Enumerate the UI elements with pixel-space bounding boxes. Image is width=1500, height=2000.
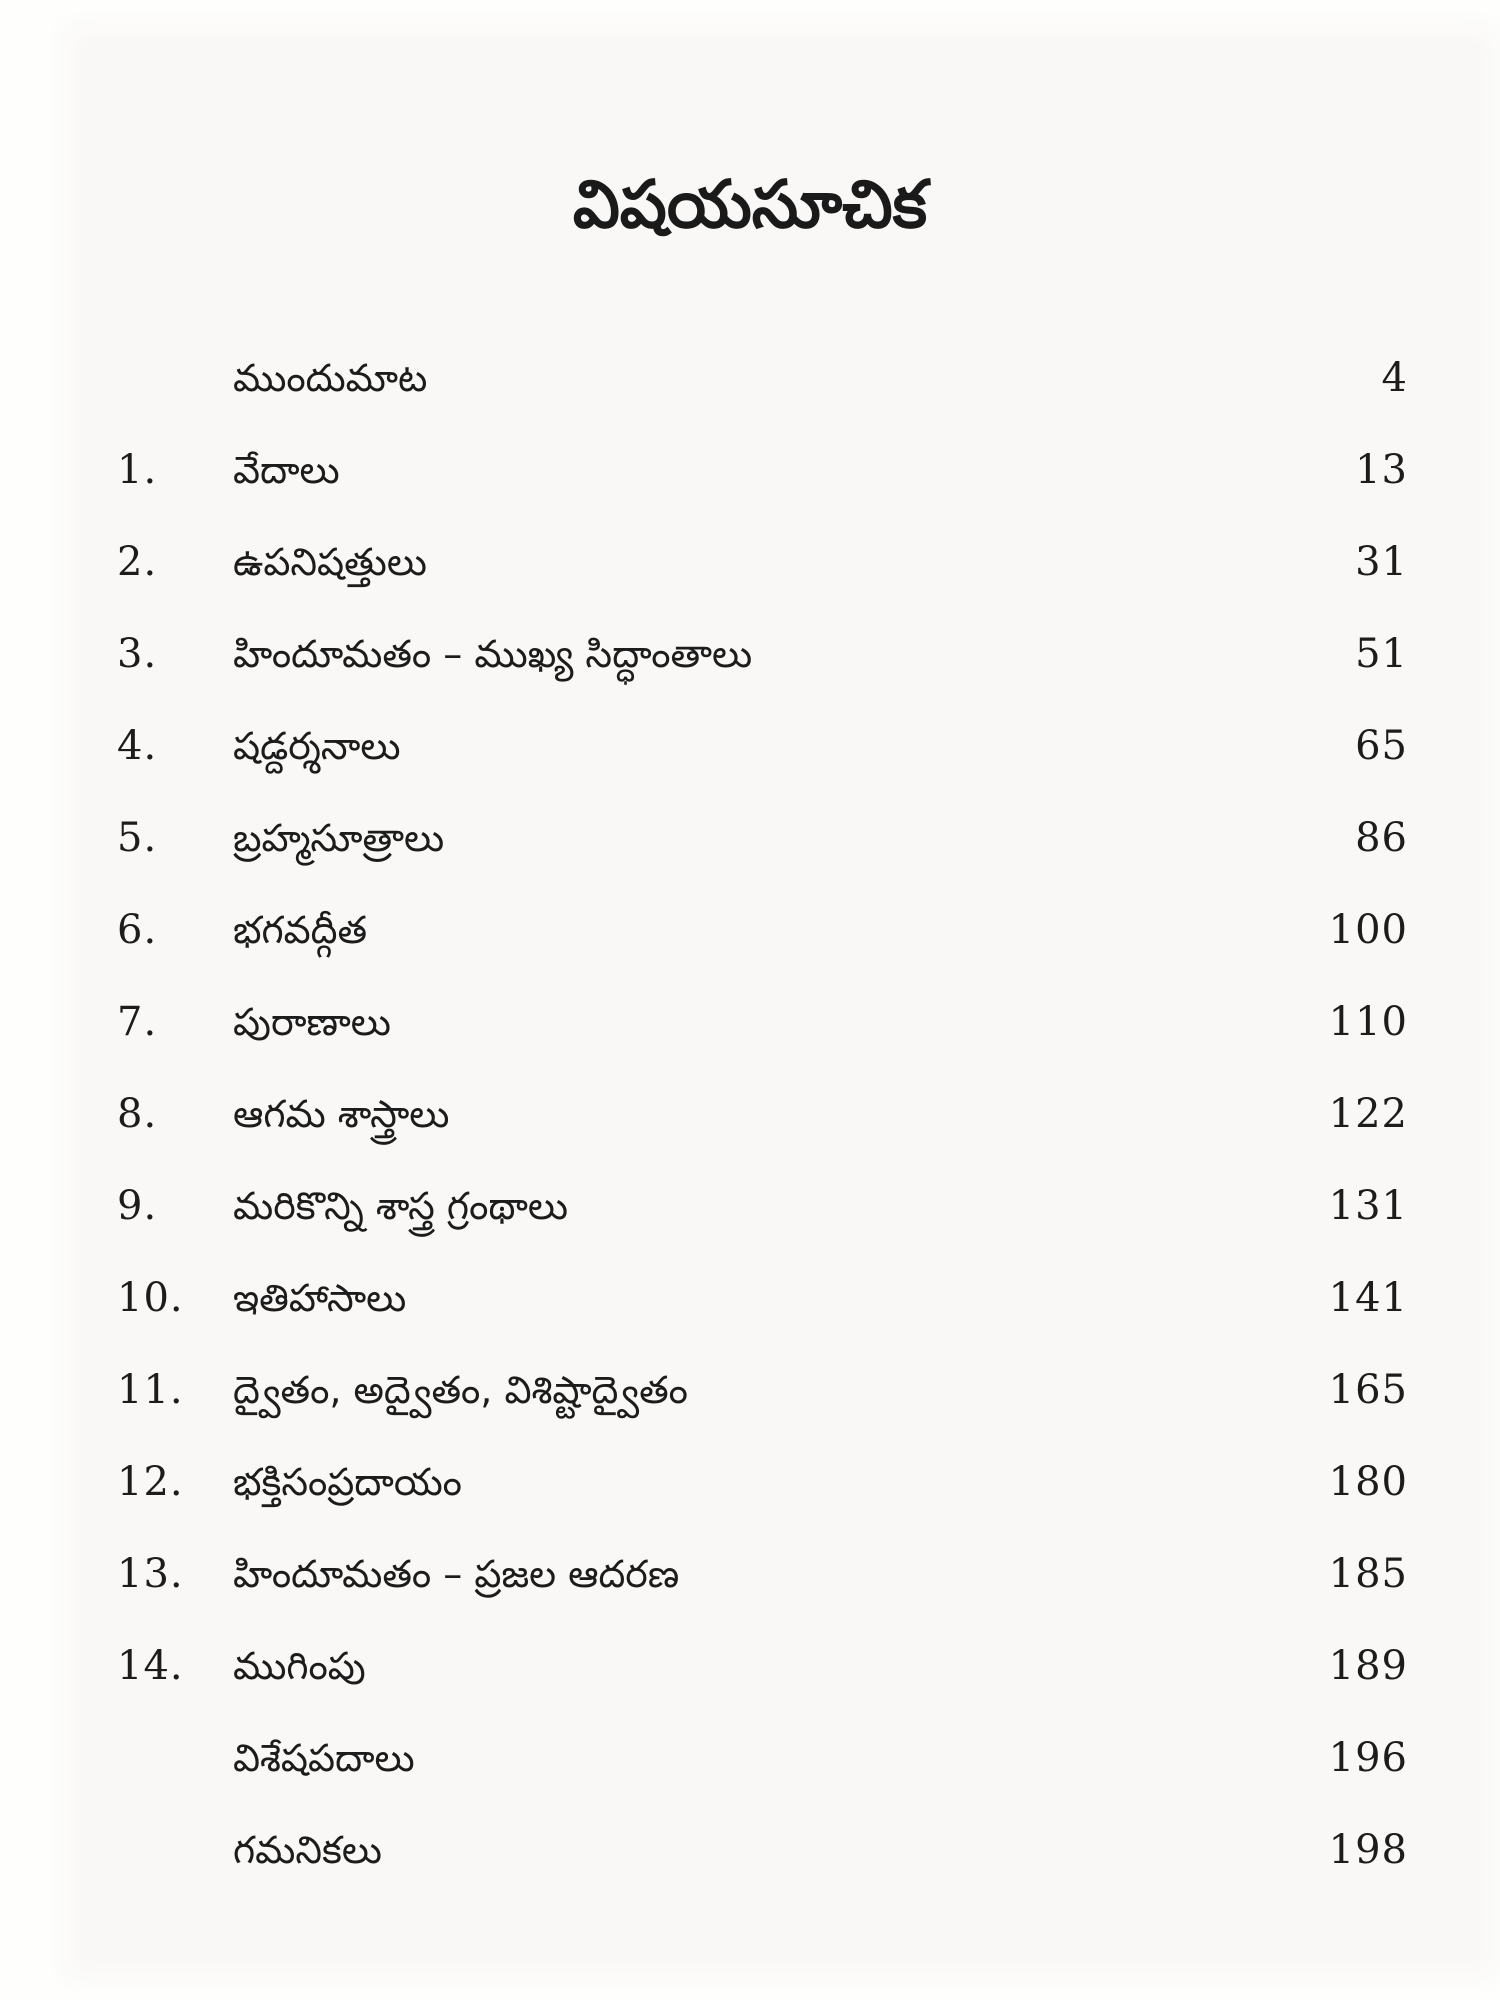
toc-entry-1 (0, 424, 1500, 516)
toc-entry-page: 185 (1328, 1551, 1408, 1597)
toc-entry-title: ఇతిహాసాలు (233, 1276, 407, 1320)
toc-entry-6 (0, 884, 1500, 976)
toc-entry-title: హిందూమతం – ప్రజల ఆదరణ (233, 1552, 680, 1596)
toc-entry-number: 8. (117, 1091, 158, 1137)
toc-entry-number: 5. (117, 815, 158, 861)
toc-entry-title: ఆగమ శాస్త్రాలు (233, 1092, 450, 1136)
toc-entry-title: ముందుమాట (233, 356, 428, 400)
toc-entry-number: 1. (117, 447, 158, 493)
toc-entry-number: 13. (117, 1551, 184, 1597)
toc-entry-page: 100 (1328, 907, 1408, 953)
toc-entry-title: వేదాలు (233, 448, 340, 492)
toc-entry-page: 198 (1328, 1827, 1408, 1873)
toc-entry-glossary (0, 1712, 1500, 1804)
toc-entry-title: షడ్దర్శనాలు (233, 724, 401, 768)
toc-entry-title: భక్తిసంప్రదాయం (233, 1460, 462, 1504)
toc-entry-title: భగవద్గీత (233, 908, 368, 952)
toc-entry-title: మరికొన్ని శాస్త్ర గ్రంథాలు (233, 1184, 568, 1228)
table-of-contents (0, 332, 1500, 1896)
toc-entry-14 (0, 1620, 1500, 1712)
toc-entry-title: పురాణాలు (233, 1000, 391, 1044)
toc-entry-title: హిందూమతం – ముఖ్య సిద్ధాంతాలు (233, 632, 753, 676)
toc-entry-page: 165 (1328, 1367, 1408, 1413)
toc-entry-10 (0, 1252, 1500, 1344)
toc-entry-page: 4 (1381, 355, 1408, 401)
toc-entry-11 (0, 1344, 1500, 1436)
toc-entry-preface (0, 332, 1500, 424)
toc-entry-number: 6. (117, 907, 158, 953)
toc-entry-title: విశేషపదాలు (233, 1736, 415, 1780)
toc-entry-title: గమనికలు (233, 1828, 382, 1872)
toc-entry-title: ద్వైతం, అద్వైతం, విశిష్టాద్వైతం (233, 1368, 688, 1412)
toc-entry-2 (0, 516, 1500, 608)
toc-entry-title: ముగింపు (233, 1644, 366, 1688)
toc-entry-page: 189 (1328, 1643, 1408, 1689)
toc-entry-page: 141 (1328, 1275, 1408, 1321)
toc-entry-page: 13 (1355, 447, 1408, 493)
toc-entry-page: 122 (1328, 1091, 1408, 1137)
toc-entry-number: 14. (117, 1643, 184, 1689)
toc-entry-page: 86 (1355, 815, 1408, 861)
toc-entry-page: 196 (1328, 1735, 1408, 1781)
toc-entry-page: 131 (1328, 1183, 1408, 1229)
toc-entry-13 (0, 1528, 1500, 1620)
toc-entry-12 (0, 1436, 1500, 1528)
toc-entry-number: 7. (117, 999, 158, 1045)
toc-entry-page: 180 (1328, 1459, 1408, 1505)
toc-entry-title: బ్రహ్మసూత్రాలు (233, 816, 445, 860)
toc-entry-number: 2. (117, 539, 158, 585)
toc-entry-number: 11. (117, 1367, 184, 1413)
toc-entry-page: 31 (1355, 539, 1408, 585)
toc-entry-page: 51 (1355, 631, 1408, 677)
toc-entry-7 (0, 976, 1500, 1068)
toc-entry-4 (0, 700, 1500, 792)
page-title: విషయసూచిక (572, 166, 928, 243)
toc-entry-3 (0, 608, 1500, 700)
toc-entry-number: 9. (117, 1183, 158, 1229)
toc-entry-number: 12. (117, 1459, 184, 1505)
toc-entry-notes (0, 1804, 1500, 1896)
toc-entry-8 (0, 1068, 1500, 1160)
toc-entry-9 (0, 1160, 1500, 1252)
toc-entry-page: 65 (1355, 723, 1408, 769)
toc-entry-number: 4. (117, 723, 158, 769)
toc-entry-page: 110 (1328, 999, 1408, 1045)
toc-entry-5 (0, 792, 1500, 884)
toc-entry-number: 3. (117, 631, 158, 677)
toc-entry-title: ఉపనిషత్తులు (233, 540, 427, 584)
toc-entry-number: 10. (117, 1275, 184, 1321)
